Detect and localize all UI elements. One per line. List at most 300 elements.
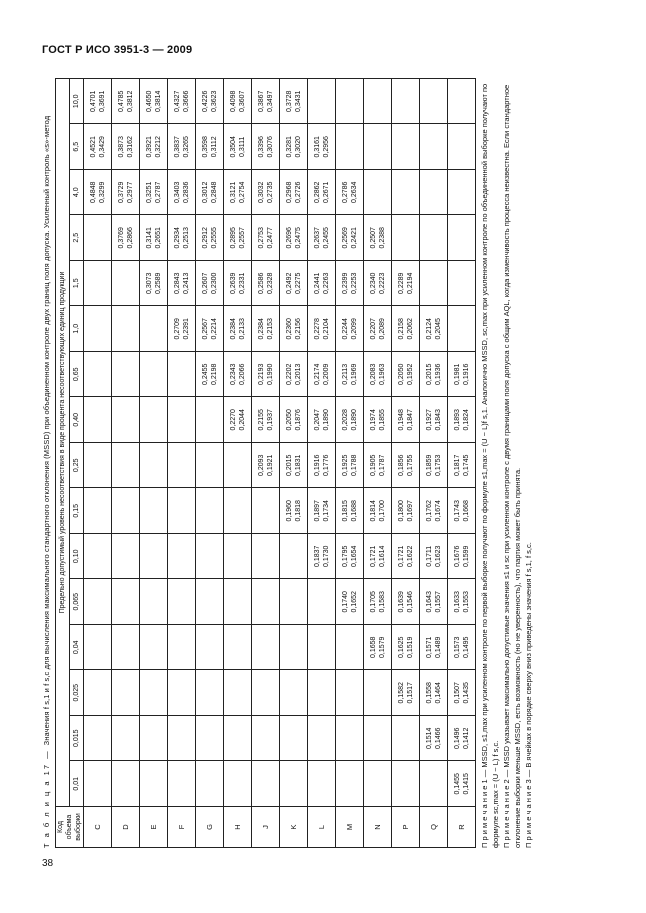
value-cell — [280, 670, 308, 716]
fsc-value: 0,2156 — [294, 318, 302, 340]
fsc-value: 0,1916 — [462, 363, 470, 385]
fs1-value — [173, 717, 182, 760]
fsc-value — [350, 126, 359, 169]
fsc-value: 0,2214 — [210, 318, 218, 340]
fs1-value — [313, 80, 322, 123]
fsc-value — [210, 490, 219, 533]
fsc-value — [210, 535, 219, 578]
value-cell — [308, 670, 336, 716]
value-cell — [308, 761, 336, 807]
value-cell — [364, 79, 392, 125]
fsc-value — [126, 308, 135, 351]
fs1-value: 0,3728 — [285, 90, 293, 112]
fsc-value — [154, 399, 163, 442]
sample-size-code: H — [224, 807, 252, 848]
fs1-value — [425, 80, 434, 123]
value-cell — [140, 215, 168, 261]
fs1-value: 0,3121 — [229, 181, 237, 203]
fsc-value: 0,2836 — [182, 181, 190, 203]
fs1-value: 0,1916 — [313, 454, 321, 476]
fsc-value — [434, 217, 443, 260]
value-cell — [308, 534, 336, 580]
value-cell — [420, 488, 448, 534]
fsc-value: 0,2089 — [378, 318, 386, 340]
value-cell — [84, 261, 112, 307]
fsc-value: 0,1546 — [406, 591, 414, 613]
value-cell — [308, 79, 336, 125]
fsc-value: 0,3623 — [210, 90, 218, 112]
fs1-value — [257, 763, 266, 806]
fs1-value: 0,1582 — [397, 682, 405, 704]
fs1-value: 0,1705 — [369, 591, 377, 613]
fs1-value: 0,2607 — [201, 272, 209, 294]
fs1-value: 0,2567 — [201, 318, 209, 340]
value-cell — [364, 215, 392, 261]
fs1-value — [257, 581, 266, 624]
fsc-value: 0,1876 — [294, 409, 302, 431]
value-cell — [196, 670, 224, 716]
note-2: П р и м е ч а н и е 2 — MSSD указывает максимально допустимые значения s1 и sc при усиленном контроле с двумя границами поля допуска с общим AQL, когда изменчивость процесса неизвестна. Если стандартное отклонение выборки меньше MSSD, есть возможность (но не уверенность), что партия может быть принята. — [502, 84, 522, 848]
value-cell — [448, 352, 476, 398]
value-cell — [140, 761, 168, 807]
fs1-value: 0,2696 — [285, 227, 293, 249]
fs1-value — [201, 763, 210, 806]
fs1-value — [89, 262, 98, 305]
fsc-value: 0,2477 — [266, 227, 274, 249]
aql-header-cell: 10,0 — [70, 79, 84, 125]
fsc-value: 0,1824 — [462, 409, 470, 431]
fs1-value: 0,1974 — [369, 409, 377, 431]
fs1-value: 0,2912 — [201, 227, 209, 249]
value-cell — [224, 306, 252, 352]
fs1-value — [89, 399, 98, 442]
value-cell — [420, 761, 448, 807]
fs1-value: 0,3873 — [117, 136, 125, 158]
fs1-value: 0,2455 — [201, 363, 209, 385]
fsc-value: 0,2013 — [294, 363, 302, 385]
fsc-value — [322, 581, 331, 624]
notes-block — [479, 78, 534, 848]
value-cell — [112, 625, 140, 671]
fs1-value: 0,1893 — [453, 409, 461, 431]
value-cell — [140, 306, 168, 352]
fsc-value — [182, 490, 191, 533]
value-cell — [252, 579, 280, 625]
fsc-value: 0,2044 — [238, 409, 246, 431]
value-cell — [224, 716, 252, 762]
fs1-value: 0,2050 — [397, 363, 405, 385]
fsc-value — [126, 535, 135, 578]
fs1-value: 0,1740 — [341, 591, 349, 613]
fs1-value: 0,4327 — [173, 90, 181, 112]
fsc-value — [238, 490, 247, 533]
sample-size-code: N — [364, 807, 392, 848]
value-cell — [168, 352, 196, 398]
value-cell — [252, 534, 280, 580]
fs1-value — [117, 717, 126, 760]
value-cell — [364, 670, 392, 716]
fs1-value — [201, 399, 210, 442]
value-cell — [196, 761, 224, 807]
fs1-value: 0,3161 — [313, 136, 321, 158]
fsc-value — [238, 581, 247, 624]
fs1-value — [369, 126, 378, 169]
value-cell — [420, 579, 448, 625]
fsc-value: 0,1557 — [434, 591, 442, 613]
fs1-value — [229, 490, 238, 533]
fs1-value — [257, 626, 266, 669]
fsc-value — [294, 535, 303, 578]
sample-size-code: J — [252, 807, 280, 848]
value-cell — [224, 670, 252, 716]
fsc-value: 0,2198 — [210, 363, 218, 385]
fsc-value: 0,1652 — [350, 591, 358, 613]
table-row — [364, 79, 392, 848]
fsc-value: 0,2651 — [154, 227, 162, 249]
aql-header-cell: 0,15 — [70, 488, 84, 534]
fsc-value: 0,2194 — [406, 272, 414, 294]
value-cell — [168, 761, 196, 807]
value-cell — [168, 306, 196, 352]
value-cell — [392, 534, 420, 580]
value-cell — [280, 579, 308, 625]
fs1-value — [145, 535, 154, 578]
fsc-value — [210, 444, 219, 487]
fsc-value: 0,2223 — [378, 272, 386, 294]
note-1: П р и м е ч а н и е 1 — MSSD, s1,max при усиленном контроле по первой выборке получают по формуле s1,max = (U − L)f s,1. Аналогично MSSD, sc,max при усиленном контроле по объединенной выборке получают по формуле sc,max = (U − L) f s,c. — [480, 83, 500, 848]
fsc-value — [378, 171, 387, 214]
standard-header: ГОСТ Р ИСО 3951-3 — 2009 — [42, 44, 193, 56]
fsc-value: 0,2557 — [238, 227, 246, 249]
value-cell — [168, 170, 196, 216]
fsc-value — [98, 717, 107, 760]
value-cell — [336, 716, 364, 762]
fs1-value: 0,2492 — [285, 272, 293, 294]
aql-header-cell: 0,40 — [70, 397, 84, 443]
fs1-value: 0,3598 — [201, 136, 209, 158]
value-cell — [420, 124, 448, 170]
value-cell — [84, 716, 112, 762]
value-cell — [448, 534, 476, 580]
rotated-table-block — [42, 78, 592, 848]
value-cell — [336, 215, 364, 261]
fsc-value: 0,2787 — [154, 181, 162, 203]
value-cell — [448, 761, 476, 807]
fs1-value: 0,3504 — [229, 136, 237, 158]
value-cell — [112, 716, 140, 762]
fs1-value — [285, 672, 294, 715]
fs1-value: 0,2895 — [229, 227, 237, 249]
fs1-value: 0,4521 — [89, 136, 97, 158]
fs1-value — [117, 308, 126, 351]
table-row — [252, 79, 280, 848]
fs1-value — [117, 763, 126, 806]
fsc-value: 0,1734 — [322, 500, 330, 522]
fsc-value: 0,2275 — [294, 272, 302, 294]
fs1-value: 0,2968 — [285, 181, 293, 203]
value-cell — [196, 261, 224, 307]
fs1-value — [117, 353, 126, 396]
fsc-value: 0,2735 — [266, 181, 274, 203]
fs1-value — [145, 626, 154, 669]
fsc-value — [294, 626, 303, 669]
value-cell — [84, 443, 112, 489]
fsc-value — [182, 717, 191, 760]
fsc-value — [210, 626, 219, 669]
fs1-value: 0,2586 — [257, 272, 265, 294]
fs1-value — [173, 763, 182, 806]
fs1-value: 0,1795 — [341, 545, 349, 567]
fs1-value — [229, 763, 238, 806]
fsc-value: 0,3020 — [294, 136, 302, 158]
fsc-value — [210, 399, 219, 442]
fsc-value — [154, 444, 163, 487]
fs1-value: 0,1639 — [397, 591, 405, 613]
fs1-value — [453, 126, 462, 169]
fs1-value — [89, 308, 98, 351]
aql-header-cell: 0,015 — [70, 716, 84, 762]
fsc-value — [154, 581, 163, 624]
value-cell — [252, 670, 280, 716]
value-cell — [336, 124, 364, 170]
fs1-value: 0,2015 — [285, 454, 293, 476]
fsc-value — [154, 763, 163, 806]
fsc-value — [434, 262, 443, 305]
table-row — [420, 79, 448, 848]
fsc-value: 0,2513 — [182, 227, 190, 249]
fsc-value — [266, 626, 275, 669]
fs1-value — [145, 717, 154, 760]
value-cell — [392, 443, 420, 489]
value-cell — [84, 488, 112, 534]
sample-size-code: P — [392, 807, 420, 848]
fs1-value — [173, 444, 182, 487]
sample-size-code: R — [448, 807, 476, 848]
fs1-value — [89, 581, 98, 624]
value-cell — [364, 261, 392, 307]
fsc-value: 0,3607 — [238, 90, 246, 112]
value-cell — [84, 579, 112, 625]
value-cell — [196, 579, 224, 625]
value-cell — [224, 625, 252, 671]
value-cell — [196, 488, 224, 534]
fs1-value: 0,2843 — [173, 272, 181, 294]
fs1-value: 0,2639 — [229, 272, 237, 294]
value-cell — [140, 716, 168, 762]
fs1-value — [117, 399, 126, 442]
fsc-value — [182, 626, 191, 669]
fsc-value — [98, 763, 107, 806]
fsc-value: 0,1890 — [350, 409, 358, 431]
fs1-value: 0,1762 — [425, 500, 433, 522]
aql-header-cell: 1,5 — [70, 261, 84, 307]
value-cell — [252, 352, 280, 398]
fs1-value: 0,3141 — [145, 227, 153, 249]
fs1-value: 0,1815 — [341, 500, 349, 522]
value-cell — [336, 488, 364, 534]
value-cell — [140, 397, 168, 443]
values-table — [55, 78, 476, 848]
fsc-value: 0,1466 — [434, 727, 442, 749]
fsc-value — [266, 763, 275, 806]
fsc-value: 0,1412 — [462, 727, 470, 749]
value-cell — [252, 215, 280, 261]
fsc-value — [434, 763, 443, 806]
fs1-value: 0,1925 — [341, 454, 349, 476]
value-cell — [392, 79, 420, 125]
fsc-value: 0,1755 — [406, 454, 414, 476]
value-cell — [252, 261, 280, 307]
fs1-value — [425, 262, 434, 305]
fsc-value: 0,2671 — [322, 181, 330, 203]
fsc-value — [378, 126, 387, 169]
fsc-value: 0,2848 — [210, 181, 218, 203]
value-cell — [112, 761, 140, 807]
fsc-value: 0,1599 — [462, 545, 470, 567]
value-cell — [392, 306, 420, 352]
fs1-value: 0,1625 — [397, 636, 405, 658]
value-cell — [392, 716, 420, 762]
fs1-value — [229, 717, 238, 760]
fsc-value: 0,1614 — [378, 545, 386, 567]
value-cell — [364, 579, 392, 625]
sample-size-code: D — [112, 807, 140, 848]
fs1-value: 0,1927 — [425, 409, 433, 431]
value-cell — [420, 215, 448, 261]
fs1-value — [369, 672, 378, 715]
fs1-value: 0,2050 — [285, 409, 293, 431]
value-cell — [448, 397, 476, 443]
table-caption-prefix: Т а б л и ц а 17 — — [42, 745, 51, 848]
fsc-value: 0,2956 — [322, 136, 330, 158]
fs1-value: 0,3837 — [173, 136, 181, 158]
fs1-value: 0,1837 — [313, 545, 321, 567]
fsc-value: 0,1623 — [434, 545, 442, 567]
aql-header-cell: 0,01 — [70, 761, 84, 807]
fs1-value: 0,2278 — [313, 318, 321, 340]
fs1-value: 0,3032 — [257, 181, 265, 203]
fs1-value: 0,2047 — [313, 409, 321, 431]
fs1-value — [341, 626, 350, 669]
value-cell — [140, 443, 168, 489]
fs1-value: 0,4650 — [145, 90, 153, 112]
fs1-value — [117, 444, 126, 487]
value-cell — [168, 124, 196, 170]
fsc-value: 0,1517 — [406, 682, 414, 704]
value-cell — [84, 534, 112, 580]
fs1-value: 0,1711 — [425, 545, 433, 567]
sample-size-code: Q — [420, 807, 448, 848]
fs1-value — [201, 535, 210, 578]
fsc-value: 0,3111 — [238, 136, 246, 157]
page-number: 38 — [42, 858, 54, 869]
table-row — [308, 79, 336, 848]
fsc-value — [266, 672, 275, 715]
value-cell — [140, 579, 168, 625]
fsc-value: 0,3299 — [98, 181, 106, 203]
fs1-value — [229, 535, 238, 578]
aql-header-cell: 4,0 — [70, 170, 84, 216]
value-cell — [364, 443, 392, 489]
value-cell — [196, 397, 224, 443]
value-cell — [112, 352, 140, 398]
value-cell — [252, 306, 280, 352]
fs1-value — [425, 171, 434, 214]
fsc-value: 0,1952 — [406, 363, 414, 385]
value-cell — [196, 625, 224, 671]
fsc-value — [98, 308, 107, 351]
fs1-value — [285, 535, 294, 578]
fs1-value: 0,2113 — [341, 363, 349, 385]
fsc-value: 0,3265 — [182, 136, 190, 158]
fs1-value: 0,1676 — [453, 545, 461, 567]
fs1-value: 0,2934 — [173, 227, 181, 249]
sample-size-code: L — [308, 807, 336, 848]
value-cell — [224, 761, 252, 807]
fsc-value — [98, 672, 107, 715]
corner-header: Код объема выборки — [56, 807, 84, 848]
value-cell — [336, 625, 364, 671]
fsc-value: 0,2634 — [350, 181, 358, 203]
fs1-value — [453, 217, 462, 260]
value-cell — [168, 443, 196, 489]
fs1-value: 0,2155 — [257, 409, 265, 431]
fsc-value: 0,3212 — [154, 136, 162, 158]
fsc-value — [238, 672, 247, 715]
fs1-value: 0,2028 — [341, 409, 349, 431]
aql-header-cell: 0,25 — [70, 443, 84, 489]
fsc-value — [322, 672, 331, 715]
fsc-value — [98, 626, 107, 669]
aql-header-row — [70, 79, 84, 848]
value-cell — [112, 534, 140, 580]
value-cell — [168, 261, 196, 307]
fsc-value — [266, 581, 275, 624]
fs1-value — [453, 308, 462, 351]
fs1-value: 0,2441 — [313, 272, 321, 294]
aql-header-cell: 0,025 — [70, 670, 84, 716]
fs1-value — [313, 581, 322, 624]
fsc-value — [266, 490, 275, 533]
fsc-value: 0,2253 — [350, 272, 358, 294]
fs1-value: 0,2709 — [173, 318, 181, 340]
fs1-value: 0,1743 — [453, 500, 461, 522]
fsc-value: 0,1753 — [434, 454, 442, 476]
value-cell — [448, 488, 476, 534]
value-cell — [336, 443, 364, 489]
fsc-value: 0,1495 — [462, 636, 470, 658]
fs1-value — [257, 535, 266, 578]
fs1-value — [173, 626, 182, 669]
fs1-value: 0,1721 — [369, 545, 377, 567]
value-cell — [224, 534, 252, 580]
fs1-value — [201, 717, 210, 760]
fsc-value: 0,3691 — [98, 90, 106, 112]
value-cell — [84, 670, 112, 716]
value-cell — [280, 170, 308, 216]
fsc-value: 0,1700 — [378, 500, 386, 522]
value-cell — [392, 488, 420, 534]
value-cell — [196, 716, 224, 762]
fs1-value: 0,1960 — [285, 500, 293, 522]
fs1-value — [173, 535, 182, 578]
value-cell — [392, 170, 420, 216]
fsc-value: 0,2104 — [322, 318, 330, 340]
fsc-value: 0,1921 — [266, 454, 274, 476]
value-cell — [364, 625, 392, 671]
fs1-value — [201, 626, 210, 669]
fsc-value — [154, 308, 163, 351]
